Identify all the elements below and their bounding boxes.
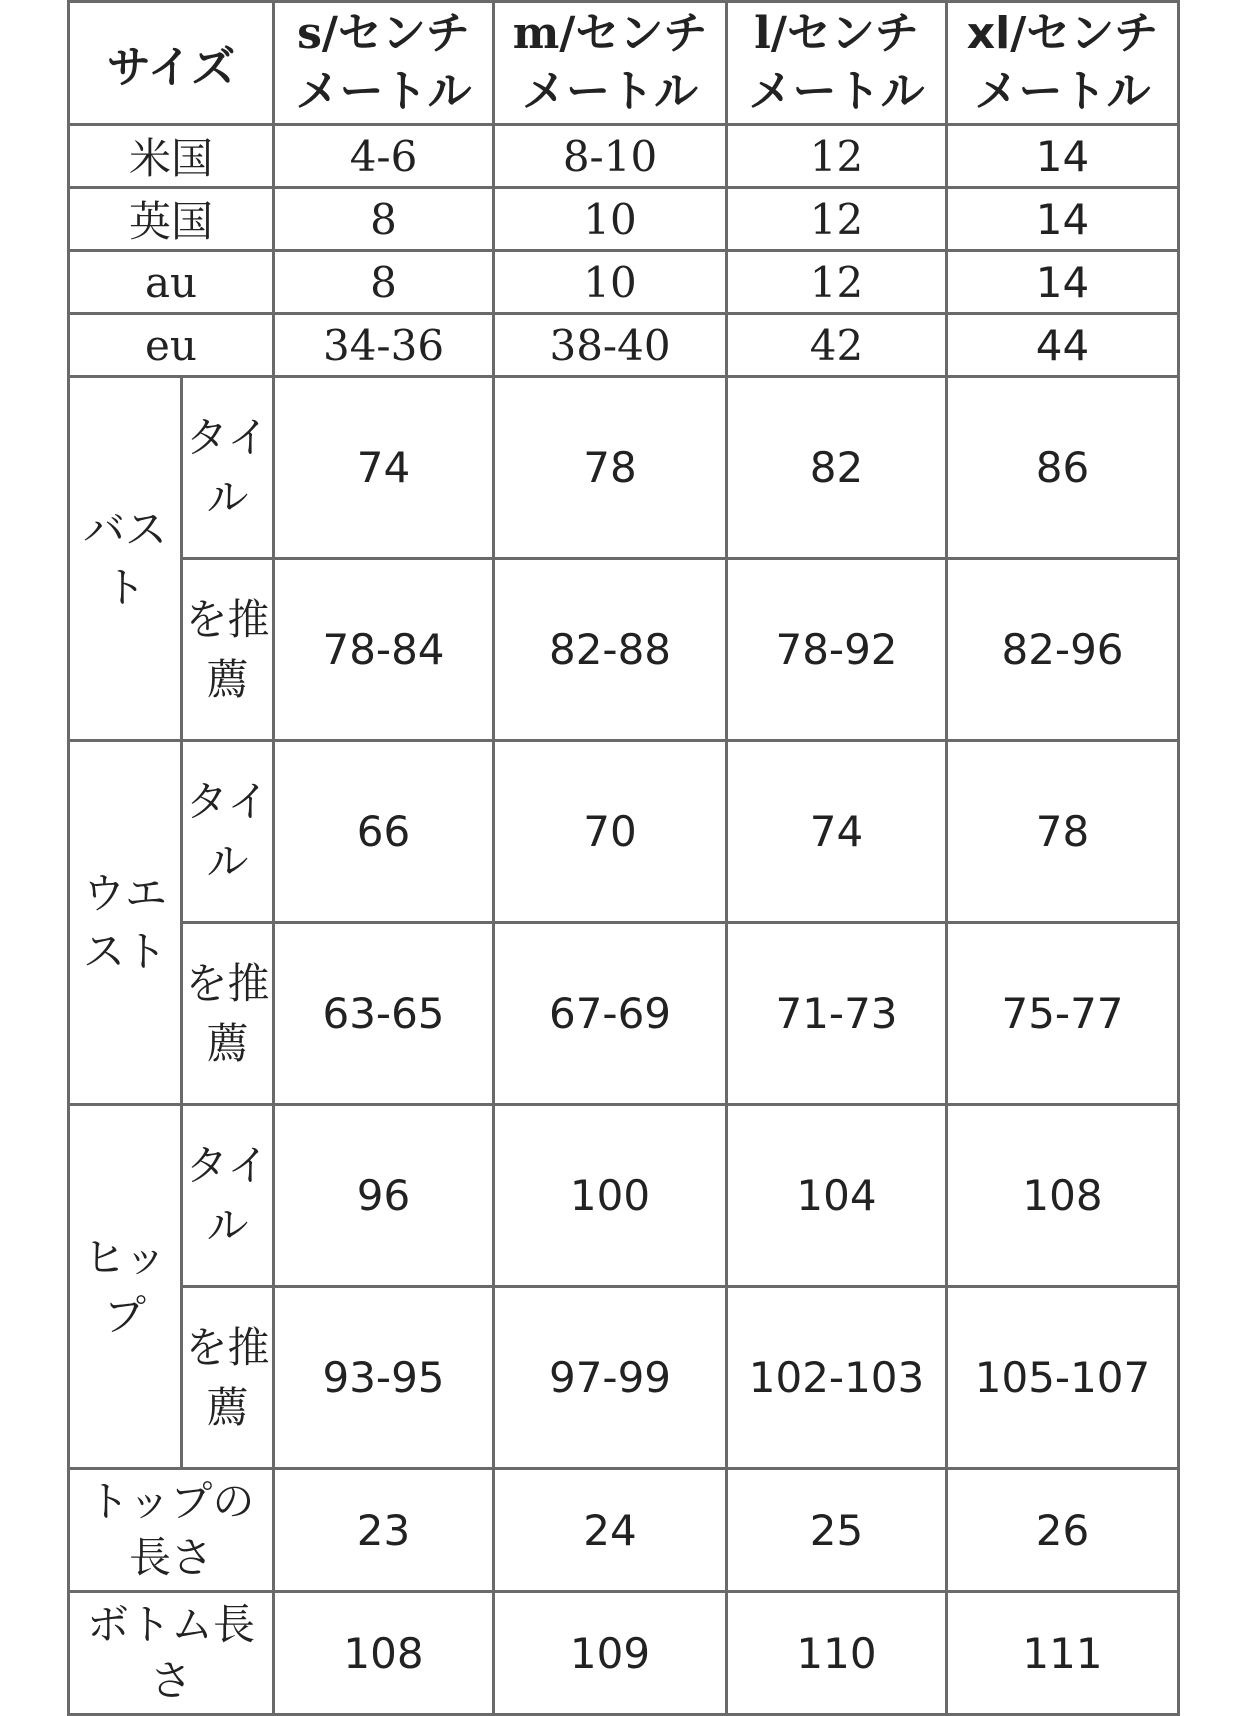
- cell: 97-99: [494, 1287, 727, 1469]
- table-row: [69, 1469, 1179, 1592]
- table-row: [69, 125, 1179, 188]
- sub-label: タイル: [182, 377, 274, 559]
- size-chart: [67, 0, 1177, 1716]
- row-label-bottom-length: ボトム長さ: [69, 1592, 274, 1715]
- row-label: au: [69, 251, 274, 314]
- header-col-m: [494, 2, 727, 125]
- cell: 67-69: [494, 923, 727, 1105]
- header-col-line1: xl/センチ: [966, 8, 1159, 59]
- table-row: [69, 1287, 1179, 1469]
- cell: 12: [727, 125, 947, 188]
- table-row: [69, 251, 1179, 314]
- cell: 100: [494, 1105, 727, 1287]
- cell: 14: [947, 251, 1179, 314]
- cell: 105-107: [947, 1287, 1179, 1469]
- cell: 25: [727, 1469, 947, 1592]
- cell: 34-36: [274, 314, 494, 377]
- cell: 70: [494, 741, 727, 923]
- group-label-waist: ウエスト: [69, 741, 182, 1105]
- cell: 14: [947, 125, 1179, 188]
- cell: 78-84: [274, 559, 494, 741]
- table-row: [69, 1105, 1179, 1287]
- cell: 38-40: [494, 314, 727, 377]
- cell: 102-103: [727, 1287, 947, 1469]
- header-col-line1: l/センチ: [754, 8, 919, 59]
- header-col-line1: m/センチ: [512, 8, 708, 59]
- table-row: [69, 559, 1179, 741]
- row-label-top-length: トップの長さ: [69, 1469, 274, 1592]
- cell: 82-96: [947, 559, 1179, 741]
- cell: 44: [947, 314, 1179, 377]
- cell: 42: [727, 314, 947, 377]
- cell: 110: [727, 1592, 947, 1715]
- cell: 108: [274, 1592, 494, 1715]
- group-label-bust: バスト: [69, 377, 182, 741]
- cell: 111: [947, 1592, 1179, 1715]
- sub-label: タイル: [182, 741, 274, 923]
- cell: 8: [274, 251, 494, 314]
- header-size-label: サイズ: [106, 42, 236, 93]
- cell: 82-88: [494, 559, 727, 741]
- header-row: [69, 2, 1179, 125]
- cell: 4-6: [274, 125, 494, 188]
- header-col-l: [727, 2, 947, 125]
- cell: 74: [727, 741, 947, 923]
- cell: 66: [274, 741, 494, 923]
- cell: 78: [494, 377, 727, 559]
- table-row: [69, 923, 1179, 1105]
- header-size: [69, 2, 274, 125]
- cell: 75-77: [947, 923, 1179, 1105]
- table-row: [69, 314, 1179, 377]
- size-table: [67, 0, 1180, 1716]
- cell: 23: [274, 1469, 494, 1592]
- header-col-line2: メートル: [522, 66, 699, 117]
- cell: 8: [274, 188, 494, 251]
- header-col-s: [274, 2, 494, 125]
- cell: 93-95: [274, 1287, 494, 1469]
- cell: 71-73: [727, 923, 947, 1105]
- cell: 74: [274, 377, 494, 559]
- cell: 78: [947, 741, 1179, 923]
- header-col-line2: メートル: [295, 66, 472, 117]
- cell: 24: [494, 1469, 727, 1592]
- cell: 12: [727, 251, 947, 314]
- cell: 12: [727, 188, 947, 251]
- table-row: [69, 741, 1179, 923]
- header-col-line2: メートル: [974, 66, 1151, 117]
- header-col-line2: メートル: [748, 66, 925, 117]
- row-label: 英国: [69, 188, 274, 251]
- sub-label: を推薦: [182, 559, 274, 741]
- cell: 63-65: [274, 923, 494, 1105]
- cell: 96: [274, 1105, 494, 1287]
- table-row: [69, 188, 1179, 251]
- sub-label: を推薦: [182, 1287, 274, 1469]
- cell: 109: [494, 1592, 727, 1715]
- group-label-hip: ヒップ: [69, 1105, 182, 1469]
- cell: 14: [947, 188, 1179, 251]
- row-label: 米国: [69, 125, 274, 188]
- header-col-xl: [947, 2, 1179, 125]
- cell: 108: [947, 1105, 1179, 1287]
- cell: 8-10: [494, 125, 727, 188]
- sub-label: タイル: [182, 1105, 274, 1287]
- cell: 26: [947, 1469, 1179, 1592]
- cell: 10: [494, 188, 727, 251]
- row-label: eu: [69, 314, 274, 377]
- cell: 104: [727, 1105, 947, 1287]
- table-row: [69, 377, 1179, 559]
- sub-label: を推薦: [182, 923, 274, 1105]
- cell: 82: [727, 377, 947, 559]
- header-col-line1: s/センチ: [297, 8, 470, 59]
- cell: 10: [494, 251, 727, 314]
- table-row: [69, 1592, 1179, 1715]
- cell: 78-92: [727, 559, 947, 741]
- cell: 86: [947, 377, 1179, 559]
